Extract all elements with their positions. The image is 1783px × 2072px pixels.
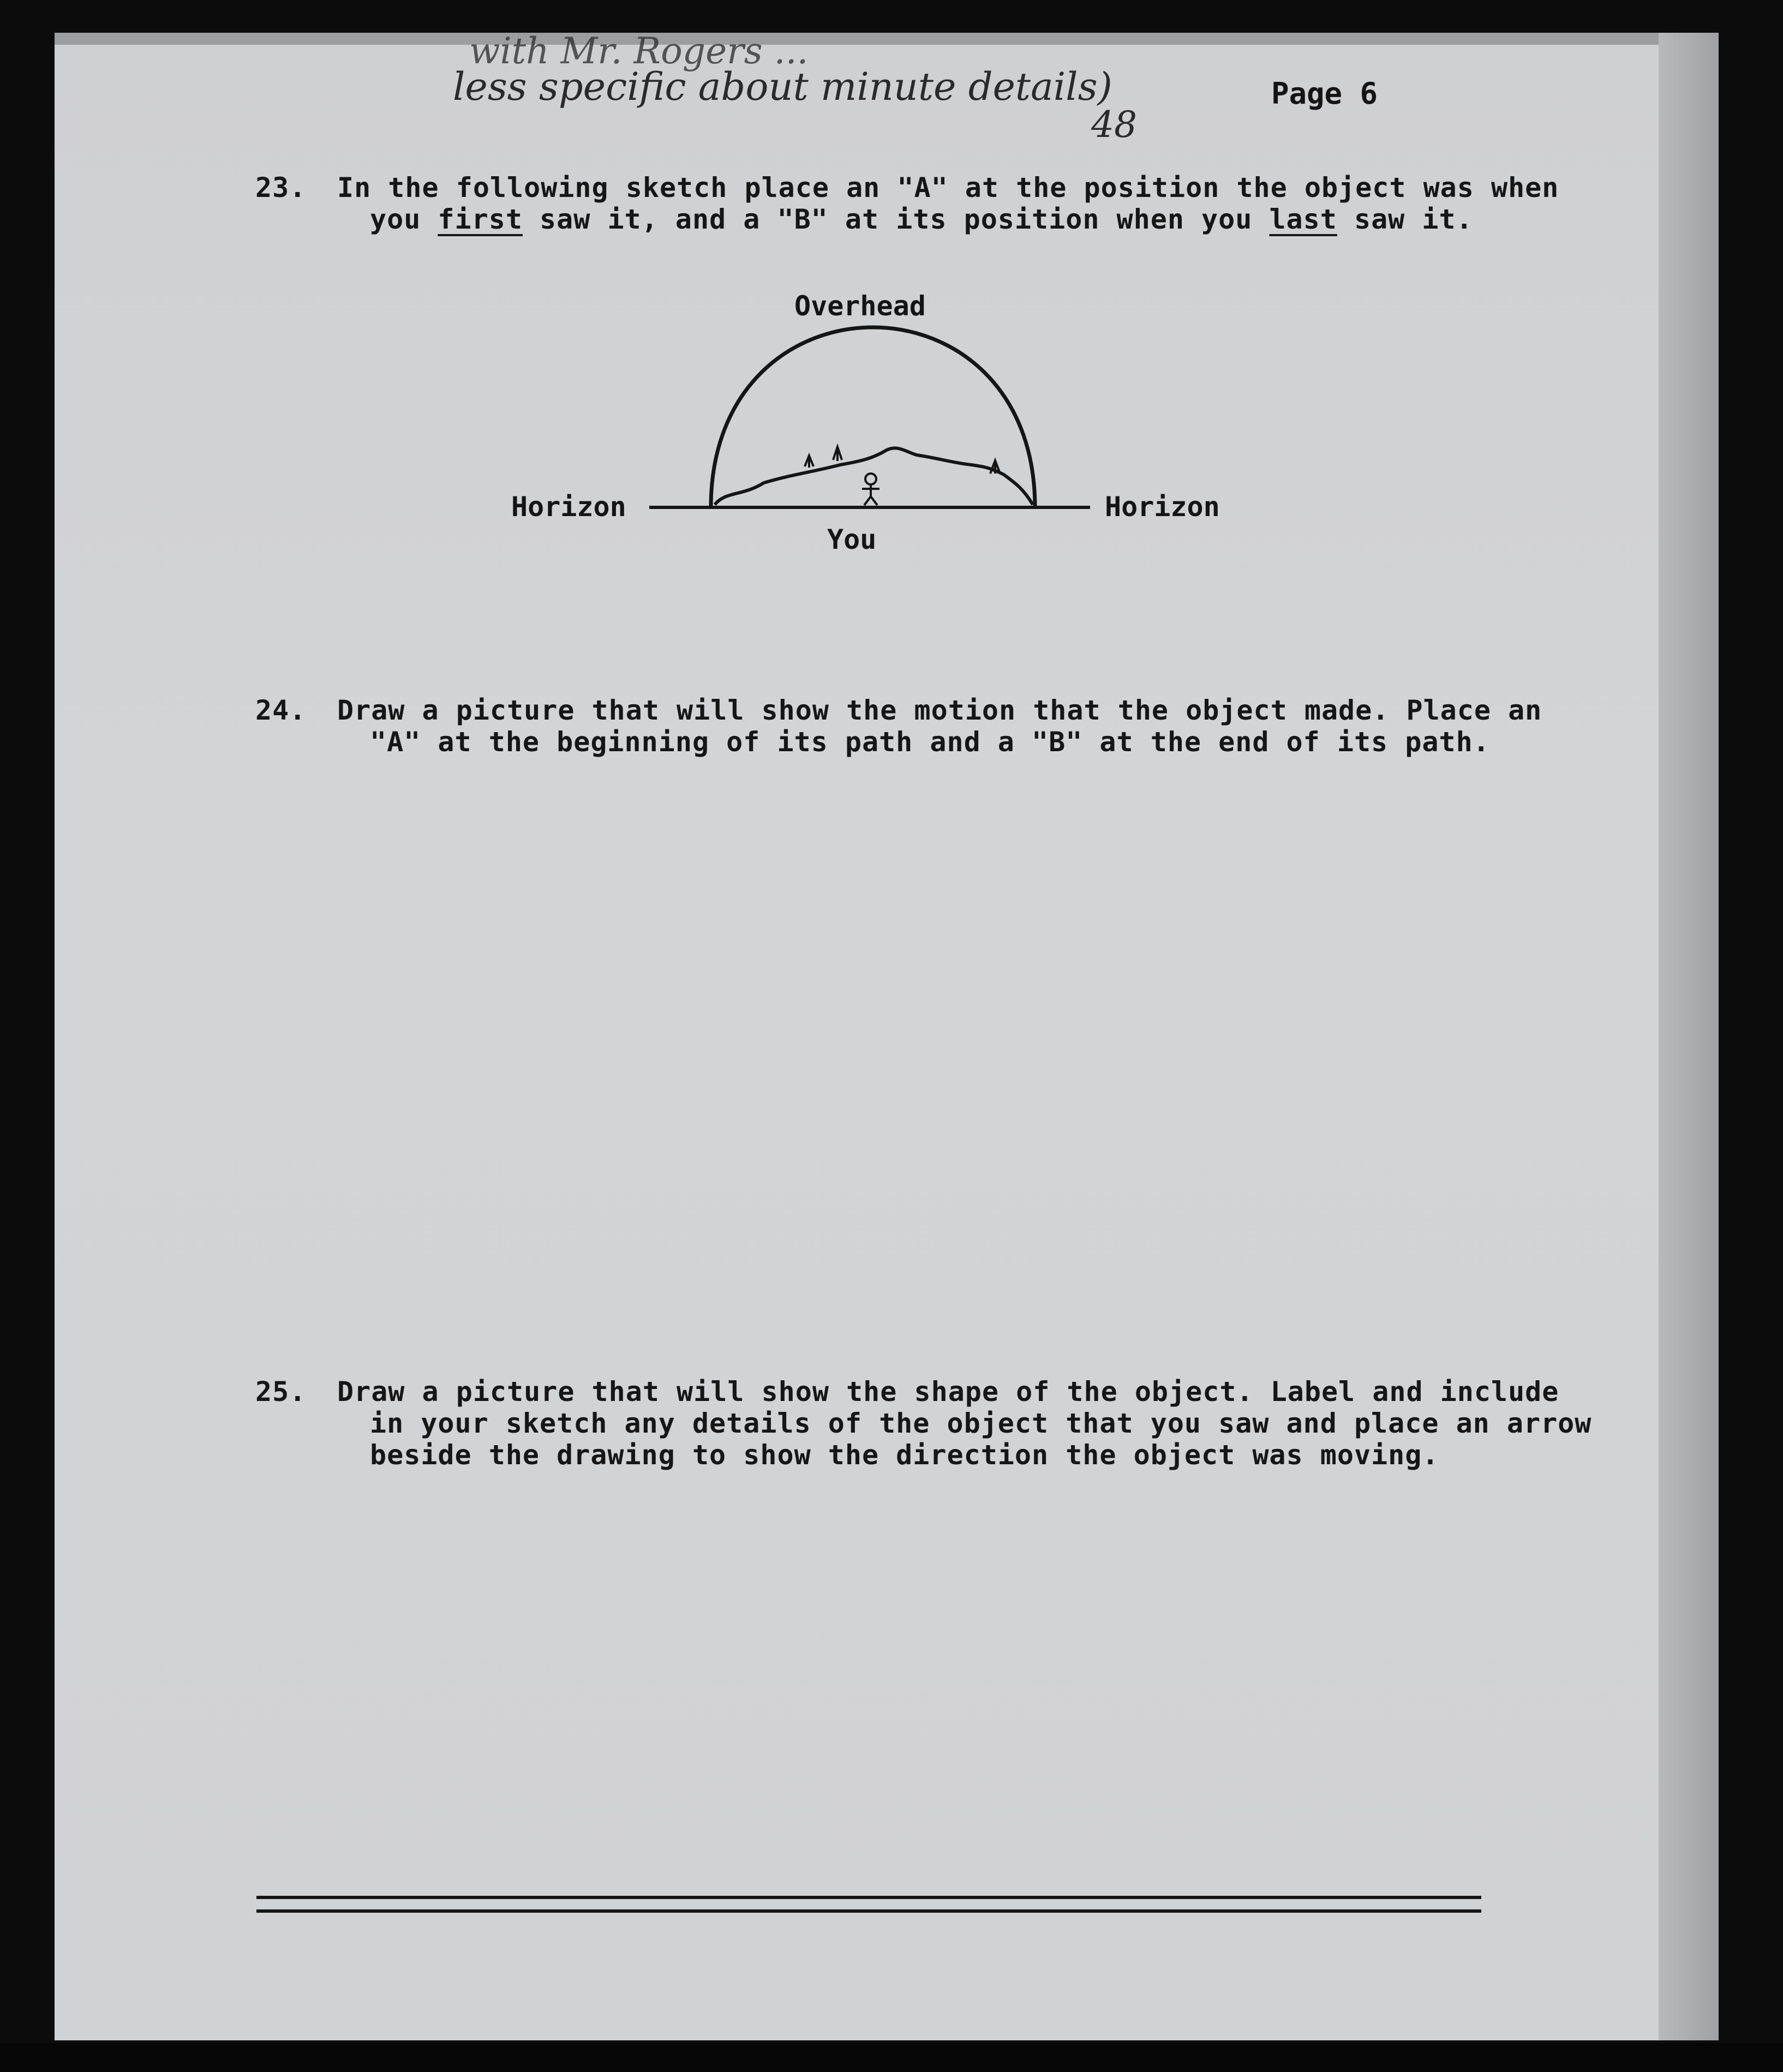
answer-area-25[interactable] [255,1489,1554,1871]
question-25-text-line1: Draw a picture that will show the shape of the object. Label and include [337,1376,1559,1408]
handwritten-note-line2: less specific about minute details) [453,64,1112,109]
sketch-horizon-right-label: Horizon [1105,491,1220,523]
handwritten-note-line1: with Mr. Rogers ... [469,30,809,72]
underlined-first: first [438,203,523,235]
question-23-text-part: saw it, and a "B" at its position when you [522,203,1270,235]
question-23-number: 23. [255,172,307,203]
question-25-line3: beside the drawing to show the direction the object was moving. [370,1439,1439,1471]
handwritten-mark: 48 [1091,104,1137,146]
answer-area-24[interactable] [255,775,1554,1348]
question-25-number: 25. [255,1376,307,1408]
question-25-line2: in your sketch any details of the object that you saw and place an arrow [370,1408,1592,1439]
question-23-text-part: saw it. [1337,203,1473,235]
question-23-text-line1: In the following sketch place an "A" at the position the object was when [337,172,1559,203]
sketch-overhead-label: Overhead [794,290,926,322]
question-24-number: 24. [255,694,307,726]
underlined-last: last [1269,203,1337,235]
person-figure-icon [862,474,879,505]
question-24-text-line1: Draw a picture that will show the motion that the object made. Place an [337,694,1542,726]
question-23-text-part: you [370,203,438,235]
question-25-line1 [255,1376,1559,1408]
question-24-line1 [255,694,1542,726]
question-24-line2: "A" at the beginning of its path and a "B" at the end of its path. [370,726,1490,758]
page-number: Page 6 [1271,76,1378,111]
bottom-rule-top [256,1896,1481,1899]
scan-border-bottom [0,2043,1783,2072]
bottom-rule-bottom [256,1909,1481,1913]
terrain-outline [715,448,1033,505]
sky-dome-arc [711,327,1035,507]
sketch-you-label: You [827,524,877,555]
sketch-horizon-left-label: Horizon [511,491,626,523]
